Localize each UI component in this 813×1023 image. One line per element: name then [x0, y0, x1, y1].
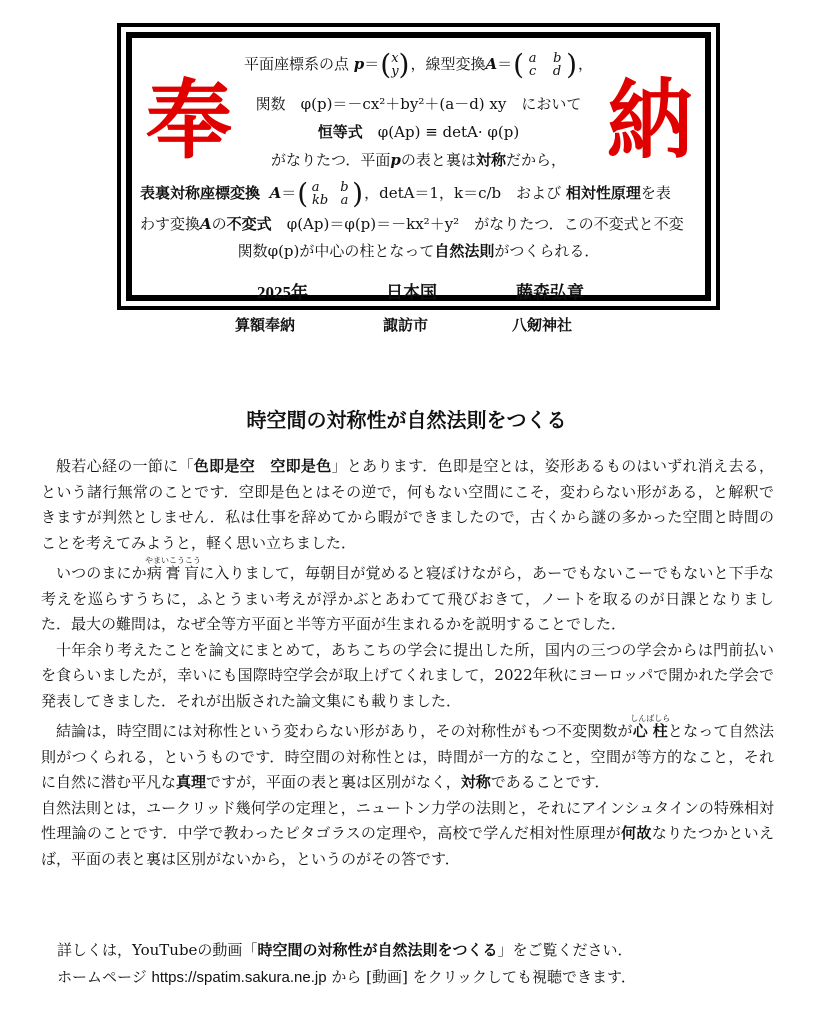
caption-right: 八剱神社	[512, 317, 573, 334]
paragraph-text: に入りまして，毎朝目が覚めると寝ぼけながら，あーでもないこーでもないと下手な考えを巡らすうちに，ふとうまい考えが浮かぶとあわてて飛びおきて，ノートを取るのが日課となりました．最大の難問は，なぜ全等方平面と半等方平面が生まれるかを説明することでした．	[41, 564, 774, 633]
footer-text: から	[331, 968, 362, 986]
plaque-text: 関数φ(p)が中心の柱となって	[237, 242, 435, 260]
plaque-line-7	[132, 241, 705, 261]
plaque-text: φ(Ap)＝φ(p)＝－kx²＋y² がなりたつ．この不変式と不変	[271, 215, 684, 233]
vector-y: y	[391, 64, 399, 79]
seal-hou: 奉	[146, 70, 232, 171]
equals-sign: ＝	[497, 55, 513, 73]
matrix-cell: kb	[311, 193, 329, 208]
footer-line-2	[57, 967, 636, 988]
plaque-inner-frame	[126, 32, 711, 301]
sutra-quote: 色即是空 空即是色	[193, 457, 332, 475]
plaque-text: ，	[578, 55, 594, 73]
plaque-text: を表	[640, 184, 671, 202]
paragraph-text: 自然法則とは，ユークリッド幾何学の定理と，ニュートン力学の法則と，それにアインシュタインの特殊相対性理論のことです．中学で教わったピタゴラスの定理や，高校で学んだ相対性原理が	[41, 798, 774, 842]
paragraph-text: となって自然法則がつくられる，というものです．時空間の対称性とは，時間が一方的なこと，空間が等方的なこと，それに自然に潜む平凡な	[41, 722, 774, 791]
paragraph-text: なりたつかといえば，平面の表と裏は区別がないから，というのがその答です．	[41, 824, 774, 868]
symmetry-term: 対称	[475, 151, 506, 169]
caption-left: 算額奉納	[235, 317, 296, 334]
identity-label: 恒等式	[317, 123, 363, 141]
sangaku-plaque	[117, 23, 720, 310]
matrix-cell: a	[340, 193, 349, 208]
paragraph-text: ですが，平面の表と裏は区別がなく，	[206, 773, 461, 791]
matrix-cell: b	[340, 180, 349, 195]
plaque-text: がなりたつ．平面	[271, 151, 391, 169]
plaque-text: がつくられる．	[494, 242, 600, 260]
plaque-line-2: 関数 φ(p)＝－cx²＋by²＋(a－d) xy において	[255, 95, 582, 113]
symmetry-term: 対称	[460, 773, 491, 791]
matrix-cell: b	[553, 51, 562, 66]
natural-law-term: 自然法則	[434, 242, 495, 260]
footer-text: 詳しくは，YouTubeの動画「	[57, 941, 258, 959]
plaque-line-1	[132, 48, 705, 81]
matrix-cell: a	[311, 180, 320, 195]
seal-nou: 納	[607, 70, 693, 171]
paragraph-1	[41, 454, 774, 556]
signature-year: 2025年	[257, 283, 308, 302]
video-title: 時空間の対称性が自然法則をつくる	[257, 941, 498, 959]
paragraph-text: であることです．	[490, 773, 610, 791]
signature-country: 日本国	[386, 283, 437, 302]
paragraph-2	[41, 556, 774, 638]
paragraph-text: 結論は，時空間には対称性という変わらない形があり，その対称性がもつ不変関数が	[56, 722, 633, 740]
video-link-label[interactable]: [動画]	[366, 968, 408, 986]
relativity-term: 相対性原理	[565, 184, 641, 202]
plaque-line-5	[140, 177, 713, 210]
ruby-text: やまいこうこう	[144, 556, 201, 565]
symbol-A: A	[269, 184, 282, 202]
plaque-text: 平面座標系の点	[243, 55, 349, 73]
matrix-A-symmetric: ( a b kb a )	[297, 177, 364, 210]
transform-label: 表裏対称座標変換	[140, 184, 261, 202]
plaque-text: の	[211, 215, 227, 233]
truth-term: 真理	[176, 773, 207, 791]
paragraph-text: 般若心経の一節に「	[56, 457, 194, 475]
paragraph-3: 十年余り考えたことを論文にまとめて，あちこちの学会に提出した所，国内の三つの学会からは門前払いを食らいましたが，幸いにも国際時空学会が取上げてくれまして，2022年秋にヨーロッパで開かれた学会で発表してきました．それが出版された論文集にも載りました．	[41, 640, 774, 710]
vector-x: x	[391, 51, 399, 66]
plaque-line-3	[132, 122, 705, 142]
paragraph-text: いつのまにか	[56, 564, 147, 582]
ruby-base: 心柱	[630, 722, 671, 740]
plaque-line-4	[132, 150, 705, 170]
identity-formula: φ(Ap) ≡ detA· φ(p)	[362, 123, 520, 141]
ruby-shinbashira	[630, 714, 671, 740]
matrix-cell: a	[528, 51, 537, 66]
paragraph-text: 」とあります．色即是空とは，姿形あるものはいずれ消え去る，という諸行無常のことです．空即是色とはその逆で，何もない空間にこそ，変わらない形がある，と解釈できますが判然としません．私は仕事を辞めてから暇ができましたので，古くから謎の多かった空間と時間のことを考えてみようと，軽く思い立ちました．	[41, 457, 774, 552]
matrix-A: ( a b c d )	[513, 48, 578, 81]
matrix-cell: d	[552, 64, 562, 79]
why-term: 何故	[621, 824, 652, 842]
article-title: 時空間の対称性が自然法則をつくる	[246, 408, 567, 432]
plaque-line-6	[140, 214, 713, 234]
symbol-A: A	[485, 55, 498, 73]
paragraph-4	[41, 714, 774, 796]
invariant-term: 不変式	[226, 215, 272, 233]
footer-text: をクリックしても視聴できます．	[412, 968, 636, 986]
equals-sign: ＝	[364, 55, 380, 73]
plaque-text: だから，	[505, 151, 566, 169]
symbol-A: A	[200, 215, 212, 233]
footer-text: 」をご覧ください．	[497, 941, 633, 959]
matrix-cell: c	[529, 64, 537, 79]
plaque-text: ，detA＝1，k＝c/b および	[364, 184, 562, 202]
plaque-text: ，線型変換	[410, 55, 486, 73]
footer-text: ホームページ	[57, 968, 147, 986]
ruby-base: 病膏肓	[144, 564, 201, 582]
homepage-link[interactable]: https://spatim.sakura.ne.jp	[151, 969, 327, 986]
footer-line-1	[57, 940, 632, 960]
paragraph-5	[41, 796, 774, 873]
article-body	[41, 454, 774, 872]
vector-p: (x y)	[380, 48, 410, 81]
symbol-p: p	[353, 55, 365, 73]
caption-mid: 諏訪市	[383, 317, 429, 334]
ruby-yamai	[144, 556, 201, 582]
equals-sign: ＝	[281, 184, 297, 202]
signature-author: 藤森弘章	[516, 283, 584, 302]
symbol-p: p	[390, 151, 401, 169]
plaque-text: の表と裏は	[400, 151, 476, 169]
ruby-text: しんばしら	[630, 714, 671, 723]
plaque-text: わす変換	[140, 215, 201, 233]
